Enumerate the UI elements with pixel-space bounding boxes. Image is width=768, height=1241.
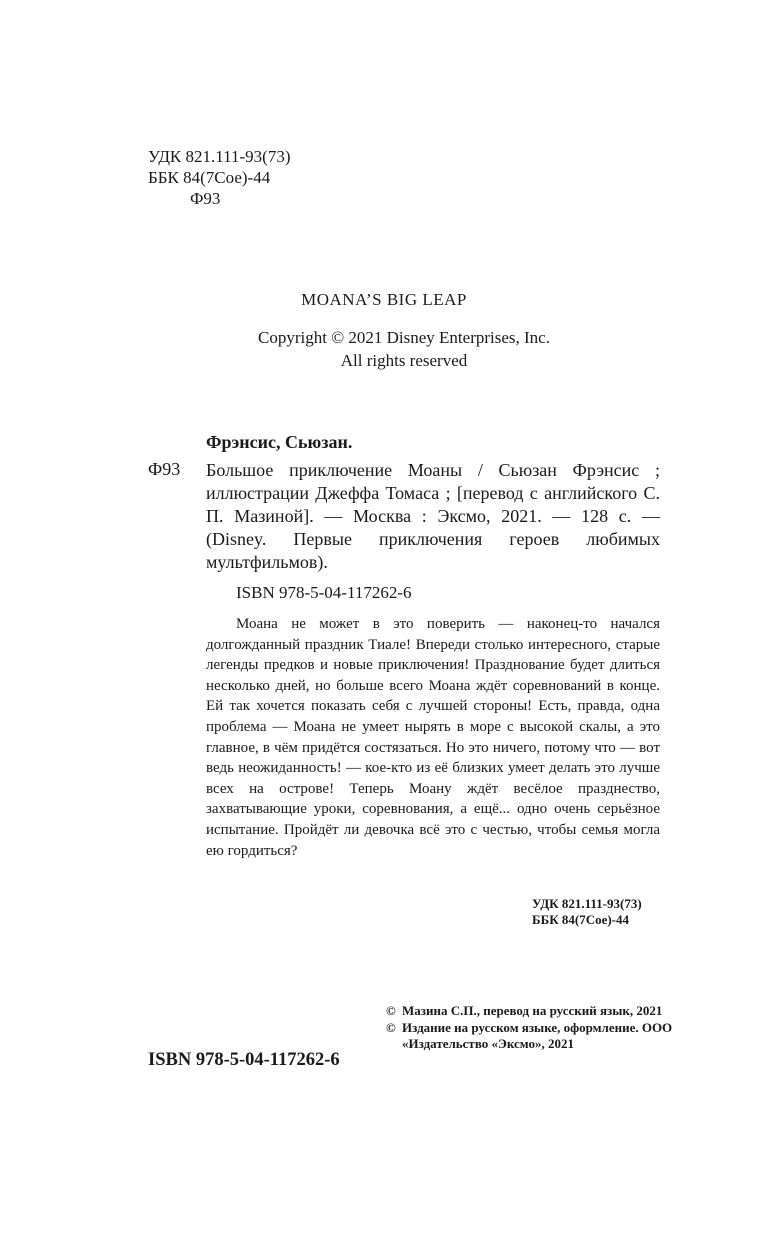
- copyright-text: Издание на русском языке, оформление. ООО «Издательство «Эксмо», 2021: [402, 1019, 673, 1051]
- copyright-list: [386, 1003, 676, 1053]
- classification-header: [148, 146, 290, 209]
- copyright-line-1: Copyright © 2021 Disney Enterprises, Inc.: [258, 328, 550, 347]
- bbk-code: ББК 84(7Сое)-44: [148, 168, 271, 187]
- bbk-code-bottom: ББК 84(7Сое)-44: [532, 912, 630, 927]
- annotation-text: Моана не может в это поверить — наконец-то начался долгожданный праздник Тиале! Впереди столько интересного, старые легенды предков и новые приключения! Празднование будет длиться несколько дней, но больше всего Моана ждёт соревнований в конце. Ей так хочется показать себя с лучшей стороны! Есть, правда, одна проблема — Моана не умеет нырять в море с высокой скалы, а это главное, в чём придётся состязаться. Но это ничего, потому что — вот ведь неожиданность! — кое-кто из её близких умеет делать это лучше всех на острове! Теперь Моану ждёт весёлое празднество, захватывающие уроки, соревнования, а ещё... одно очень серьёзное испытание. Пройдёт ли девочка всё это с честью, чтобы семья могла ею гордиться?: [206, 616, 660, 859]
- copyright-line-2: All rights reserved: [340, 351, 468, 370]
- copyright-notice: [0, 326, 768, 372]
- copyright-item: [386, 1020, 676, 1053]
- original-title: MOANA’S BIG LEAP: [301, 290, 467, 309]
- udk-code: УДК 821.111-93(73): [148, 147, 291, 166]
- isbn-bottom: ISBN 978-5-04-117262-6: [148, 1050, 340, 1070]
- copyright-symbol: ©: [386, 1003, 396, 1018]
- copyright-item: [386, 1003, 676, 1020]
- isbn-catalog: ISBN 978-5-04-117262-6: [236, 583, 412, 602]
- author-heading: Фрэнсис, Сьюзан.: [206, 432, 353, 452]
- author-sign: Ф93: [190, 189, 221, 208]
- catalog-author-sign: Ф93: [148, 459, 181, 479]
- copyright-symbol: ©: [386, 1019, 396, 1035]
- classification-footer: [532, 896, 642, 928]
- bibliographic-description: Большое приключение Моаны / Сьюзан Фрэнсис ; иллюстрации Джеффа Томаса ; [перевод с английского С. П. Мазиной]. — Москва : Эксмо, 2021. — 128 с. — (Disney. Первые приключения героев любимых мультфильмов).: [206, 460, 660, 572]
- copyright-text: Мазина С.П., перевод на русский язык, 2021: [402, 1003, 663, 1018]
- udk-code-bottom: УДК 821.111-93(73): [532, 896, 642, 911]
